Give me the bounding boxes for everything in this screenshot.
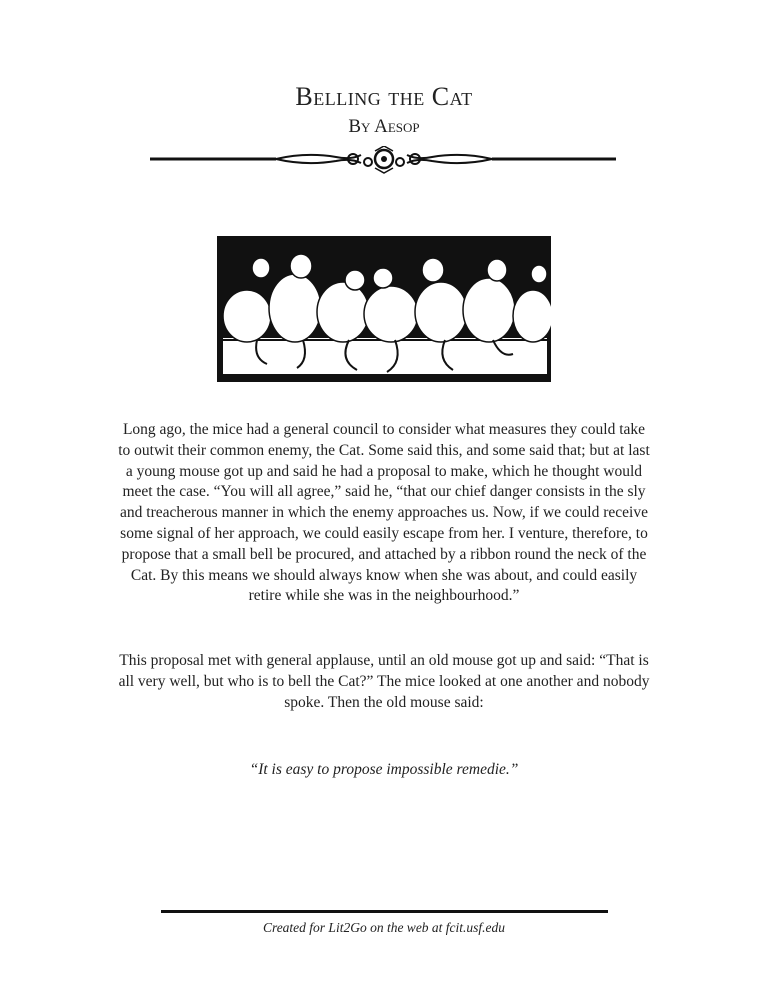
story-title: Belling the Cat	[295, 82, 473, 111]
story-paragraph-1: Long ago, the mice had a general council to consider what measures they could take to outwit their common enemy, the Cat. Some said this, and some said that; but at last a young mouse got up and said he had a proposal to make, which he thought would meet the case. “You will all agree,” said he, “that our chief danger consists in the sly and treacherous manner in which the enemy approaches us. Now, if we could receive some signal of her approach, we could easily escape from her. I venture, therefore, to propose that a small bell be procured, and attached by a ribbon round the neck of the Cat. By this means we should always know when she was about, and could easily retire while she was in the neighbourhood.”	[118, 421, 650, 605]
story-paragraph-2: This proposal met with general applause, until an old mouse got up and said: “That is all very well, but who is to bell the Cat?” The mice looked at one another and nobody spoke. Then the old mouse said:	[118, 652, 650, 711]
footer-divider	[161, 910, 608, 913]
mice-illustration	[217, 236, 551, 382]
story-moral: “It is easy to propose impossible remedie.”	[249, 761, 519, 778]
footer-credit: Created for Lit2Go on the web at fcit.usf.edu	[262, 920, 506, 935]
ornamental-divider-icon	[146, 146, 622, 180]
story-author: By Aesop	[348, 116, 420, 137]
